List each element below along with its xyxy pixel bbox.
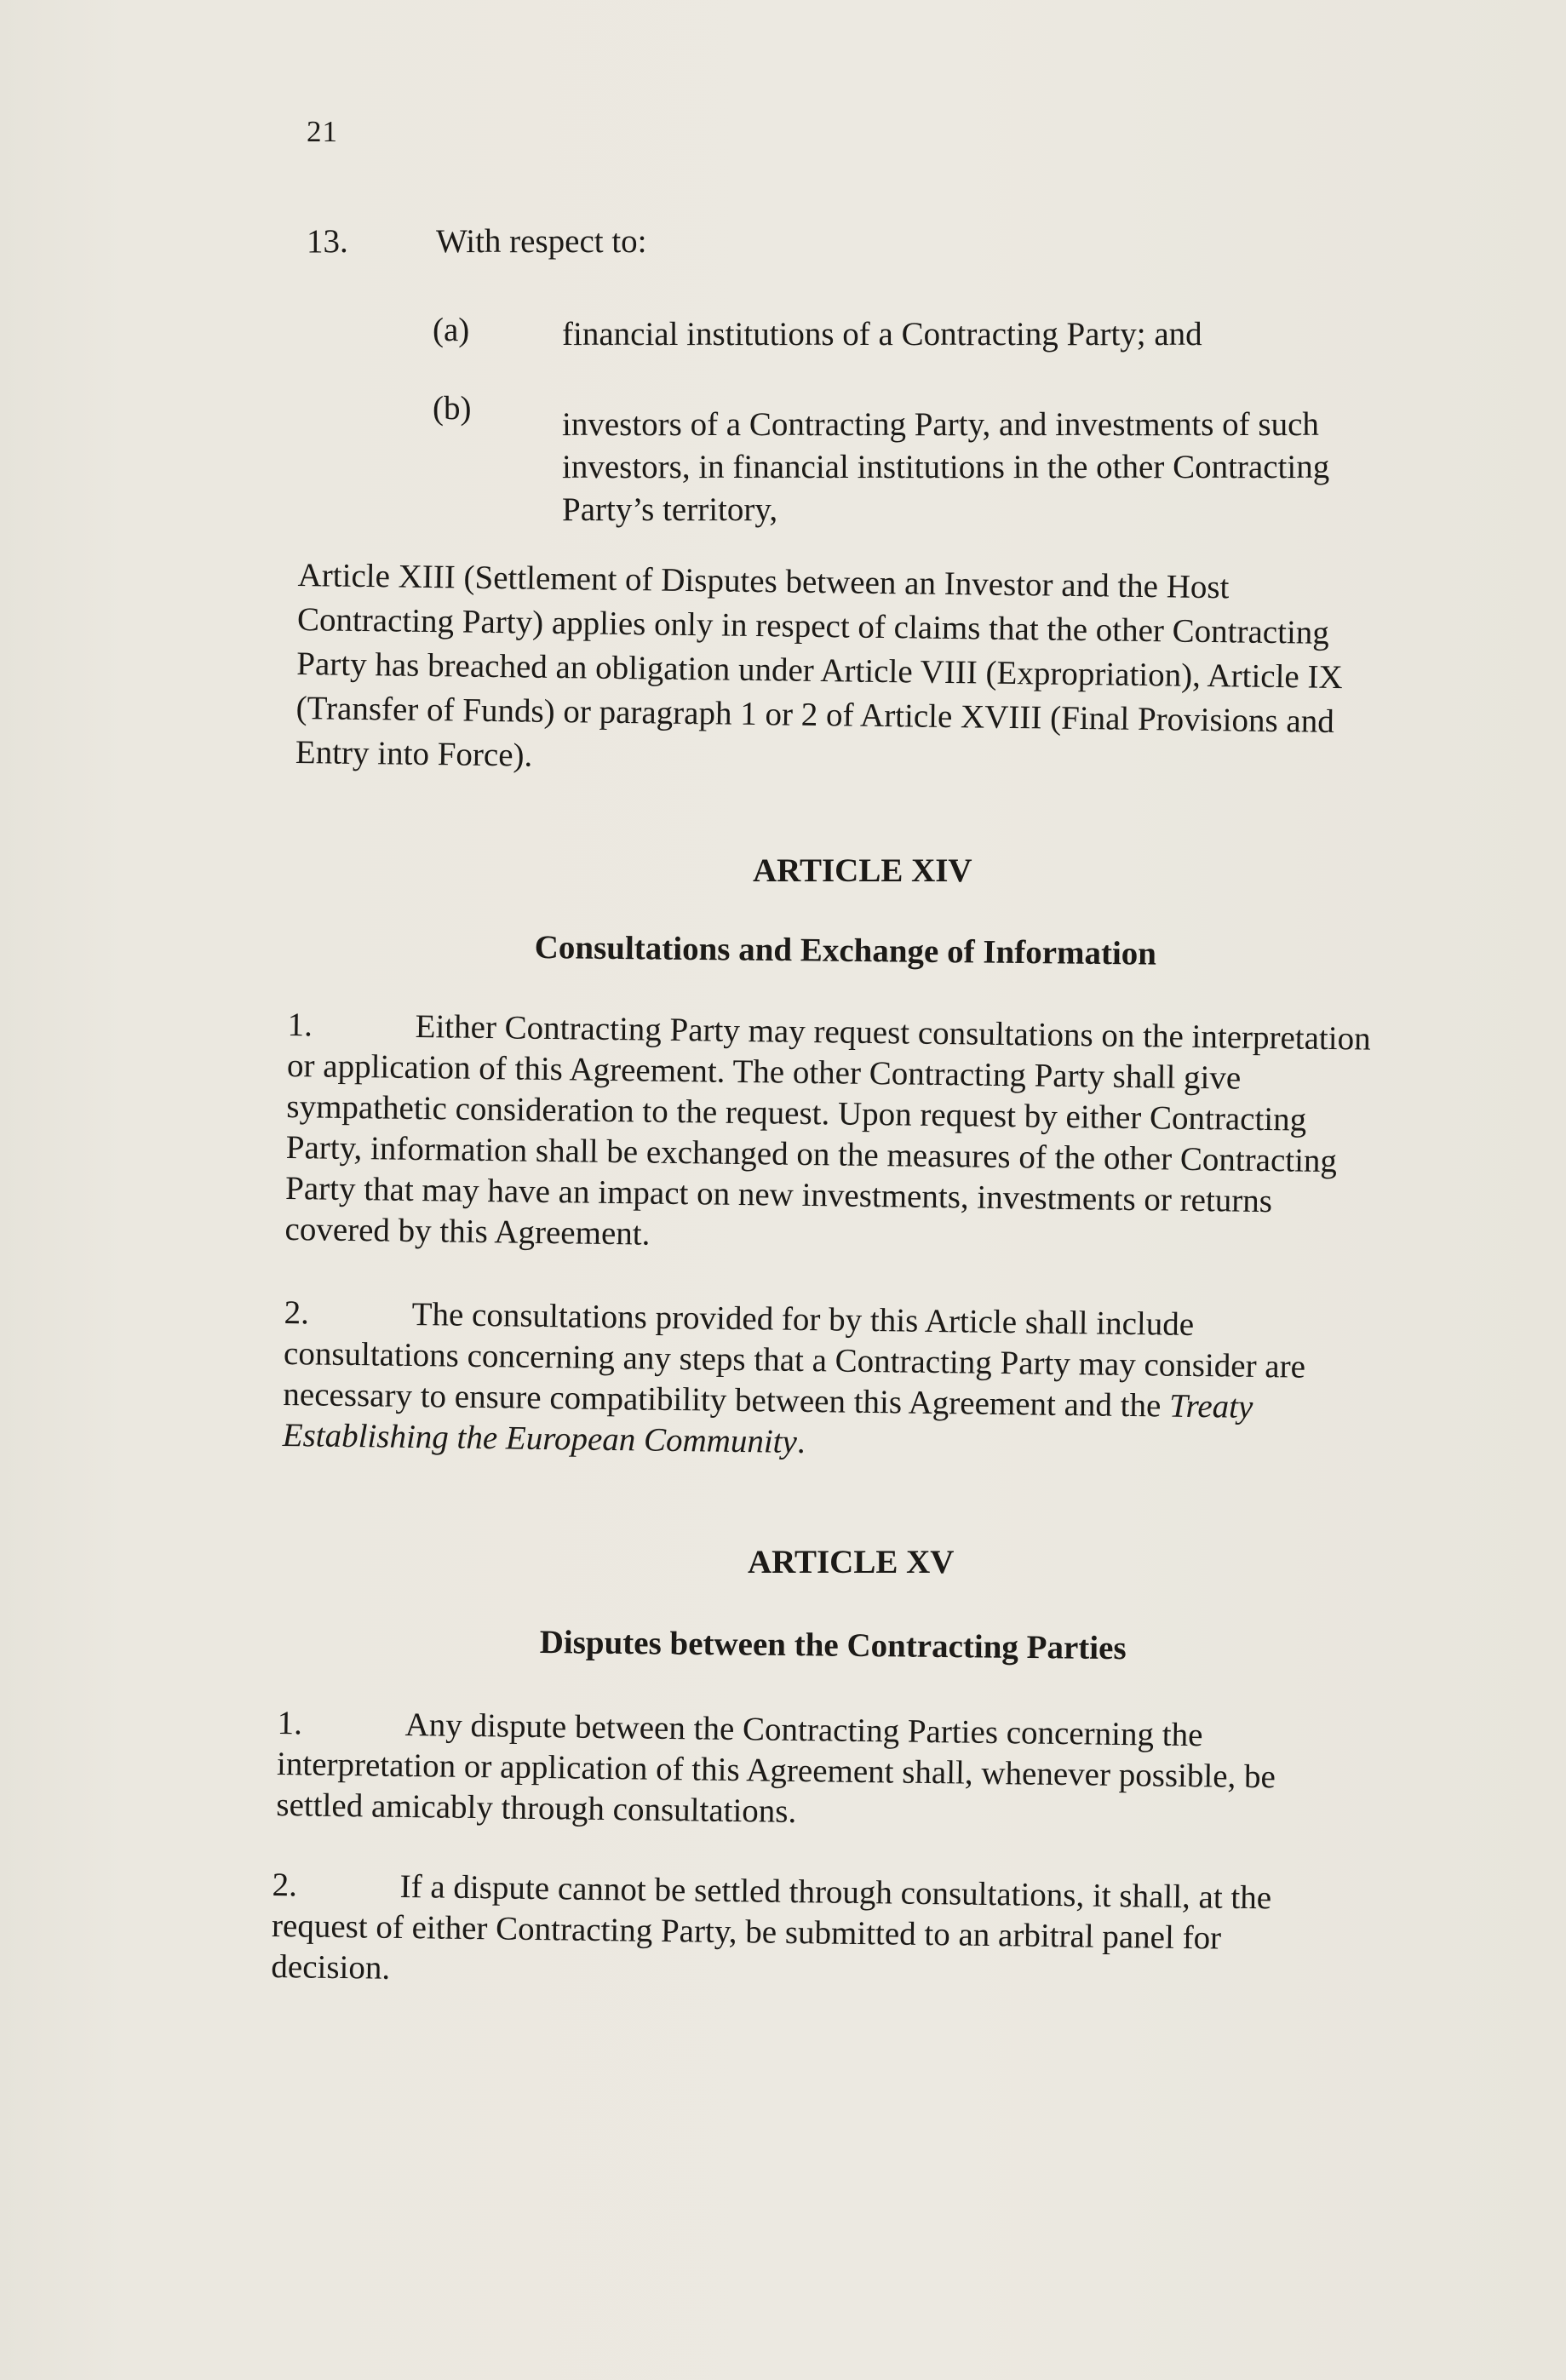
item-b-line: investors of a Contracting Party, and investments of such [562, 406, 1319, 443]
article-xiv-para-2 [282, 1293, 1305, 1470]
para-13-body [295, 553, 1345, 789]
body-line: (Transfer of Funds) or paragraph 1 or 2 of Article XVIII (Final Provisions and [295, 689, 1335, 740]
para-line: Party, information shall be exchanged on the measures of the other Contracting [285, 1128, 1338, 1180]
para-line: request of either Contracting Party, be submitted to an arbitral panel for [271, 1907, 1222, 1957]
body-line: Entry into Force). [295, 733, 533, 774]
item-b-text [562, 404, 1329, 531]
para-number: 2. [272, 1866, 298, 1904]
para-line: decision. [271, 1947, 391, 1987]
item-a-mark: (a) [433, 312, 470, 348]
para-line: necessary to ensure compatibility between this Agreement and the Treaty [283, 1375, 1253, 1425]
item-b-mark: (b) [433, 390, 472, 427]
body-line: Article XIII (Settlement of Disputes between an Investor and the Host [297, 556, 1230, 606]
para-line: or application of this Agreement. The other Contracting Party shall give [286, 1047, 1242, 1097]
body-line: Contracting Party) applies only in respect of claims that the other Contracting [296, 600, 1330, 651]
article-xiv-heading: ARTICLE XIV [753, 852, 972, 889]
para-line: 1. Either Contracting Party may request consultations on the interpretation [287, 1006, 1371, 1058]
para-line: 1. Any dispute between the Contracting Parties concerning the [277, 1704, 1203, 1754]
item-a-line: financial institutions of a Contracting Party; and [562, 316, 1202, 353]
para-line: sympathetic consideration to the request. Upon request by either Contracting [286, 1087, 1307, 1138]
article-xv-heading: ARTICLE XV [748, 1544, 955, 1580]
page-number: 21 [307, 115, 338, 148]
para-13-number: 13. [307, 223, 348, 260]
para-line: 2. If a dispute cannot be settled through consultations, it shall, at the [272, 1866, 1272, 1917]
article-xiv-para-1 [284, 1005, 1371, 1265]
para-number: 1. [277, 1704, 303, 1742]
article-xv-para-2 [271, 1865, 1271, 2000]
para-line: 2. The consultations provided for by this Article shall include [284, 1293, 1195, 1343]
body-line: Party has breached an obligation under Article VIII (Expropriation), Article IX [296, 645, 1343, 697]
treaty-title: Establishing the European Community [282, 1416, 798, 1460]
para-line: interpretation or application of this Agreement shall, whenever possible, be [276, 1745, 1276, 1796]
para-13-lead: With respect to: [436, 223, 647, 260]
para-number: 2. [284, 1293, 310, 1332]
para-line: covered by this Agreement. [284, 1210, 651, 1253]
item-a-text [562, 313, 1202, 357]
para-line: consultations concerning any steps that a Contracting Party may consider are [283, 1334, 1306, 1385]
para-line: settled amicably through consultations. [276, 1786, 797, 1830]
article-xv-para-1 [276, 1703, 1276, 1838]
article-xiv-subheading: Consultations and Exchange of Information [534, 929, 1157, 972]
para-line: Establishing the European Community. [282, 1416, 806, 1461]
para-number: 1. [287, 1006, 313, 1044]
item-b-line: investors, in financial institutions in the other Contracting [562, 449, 1330, 485]
para-line: Party that may have an impact on new investments, investments or returns [284, 1169, 1273, 1220]
item-b-line: Party’s territory, [562, 491, 778, 528]
article-xv-subheading: Disputes between the Contracting Parties [539, 1624, 1127, 1667]
treaty-title: Treaty [1168, 1387, 1253, 1425]
